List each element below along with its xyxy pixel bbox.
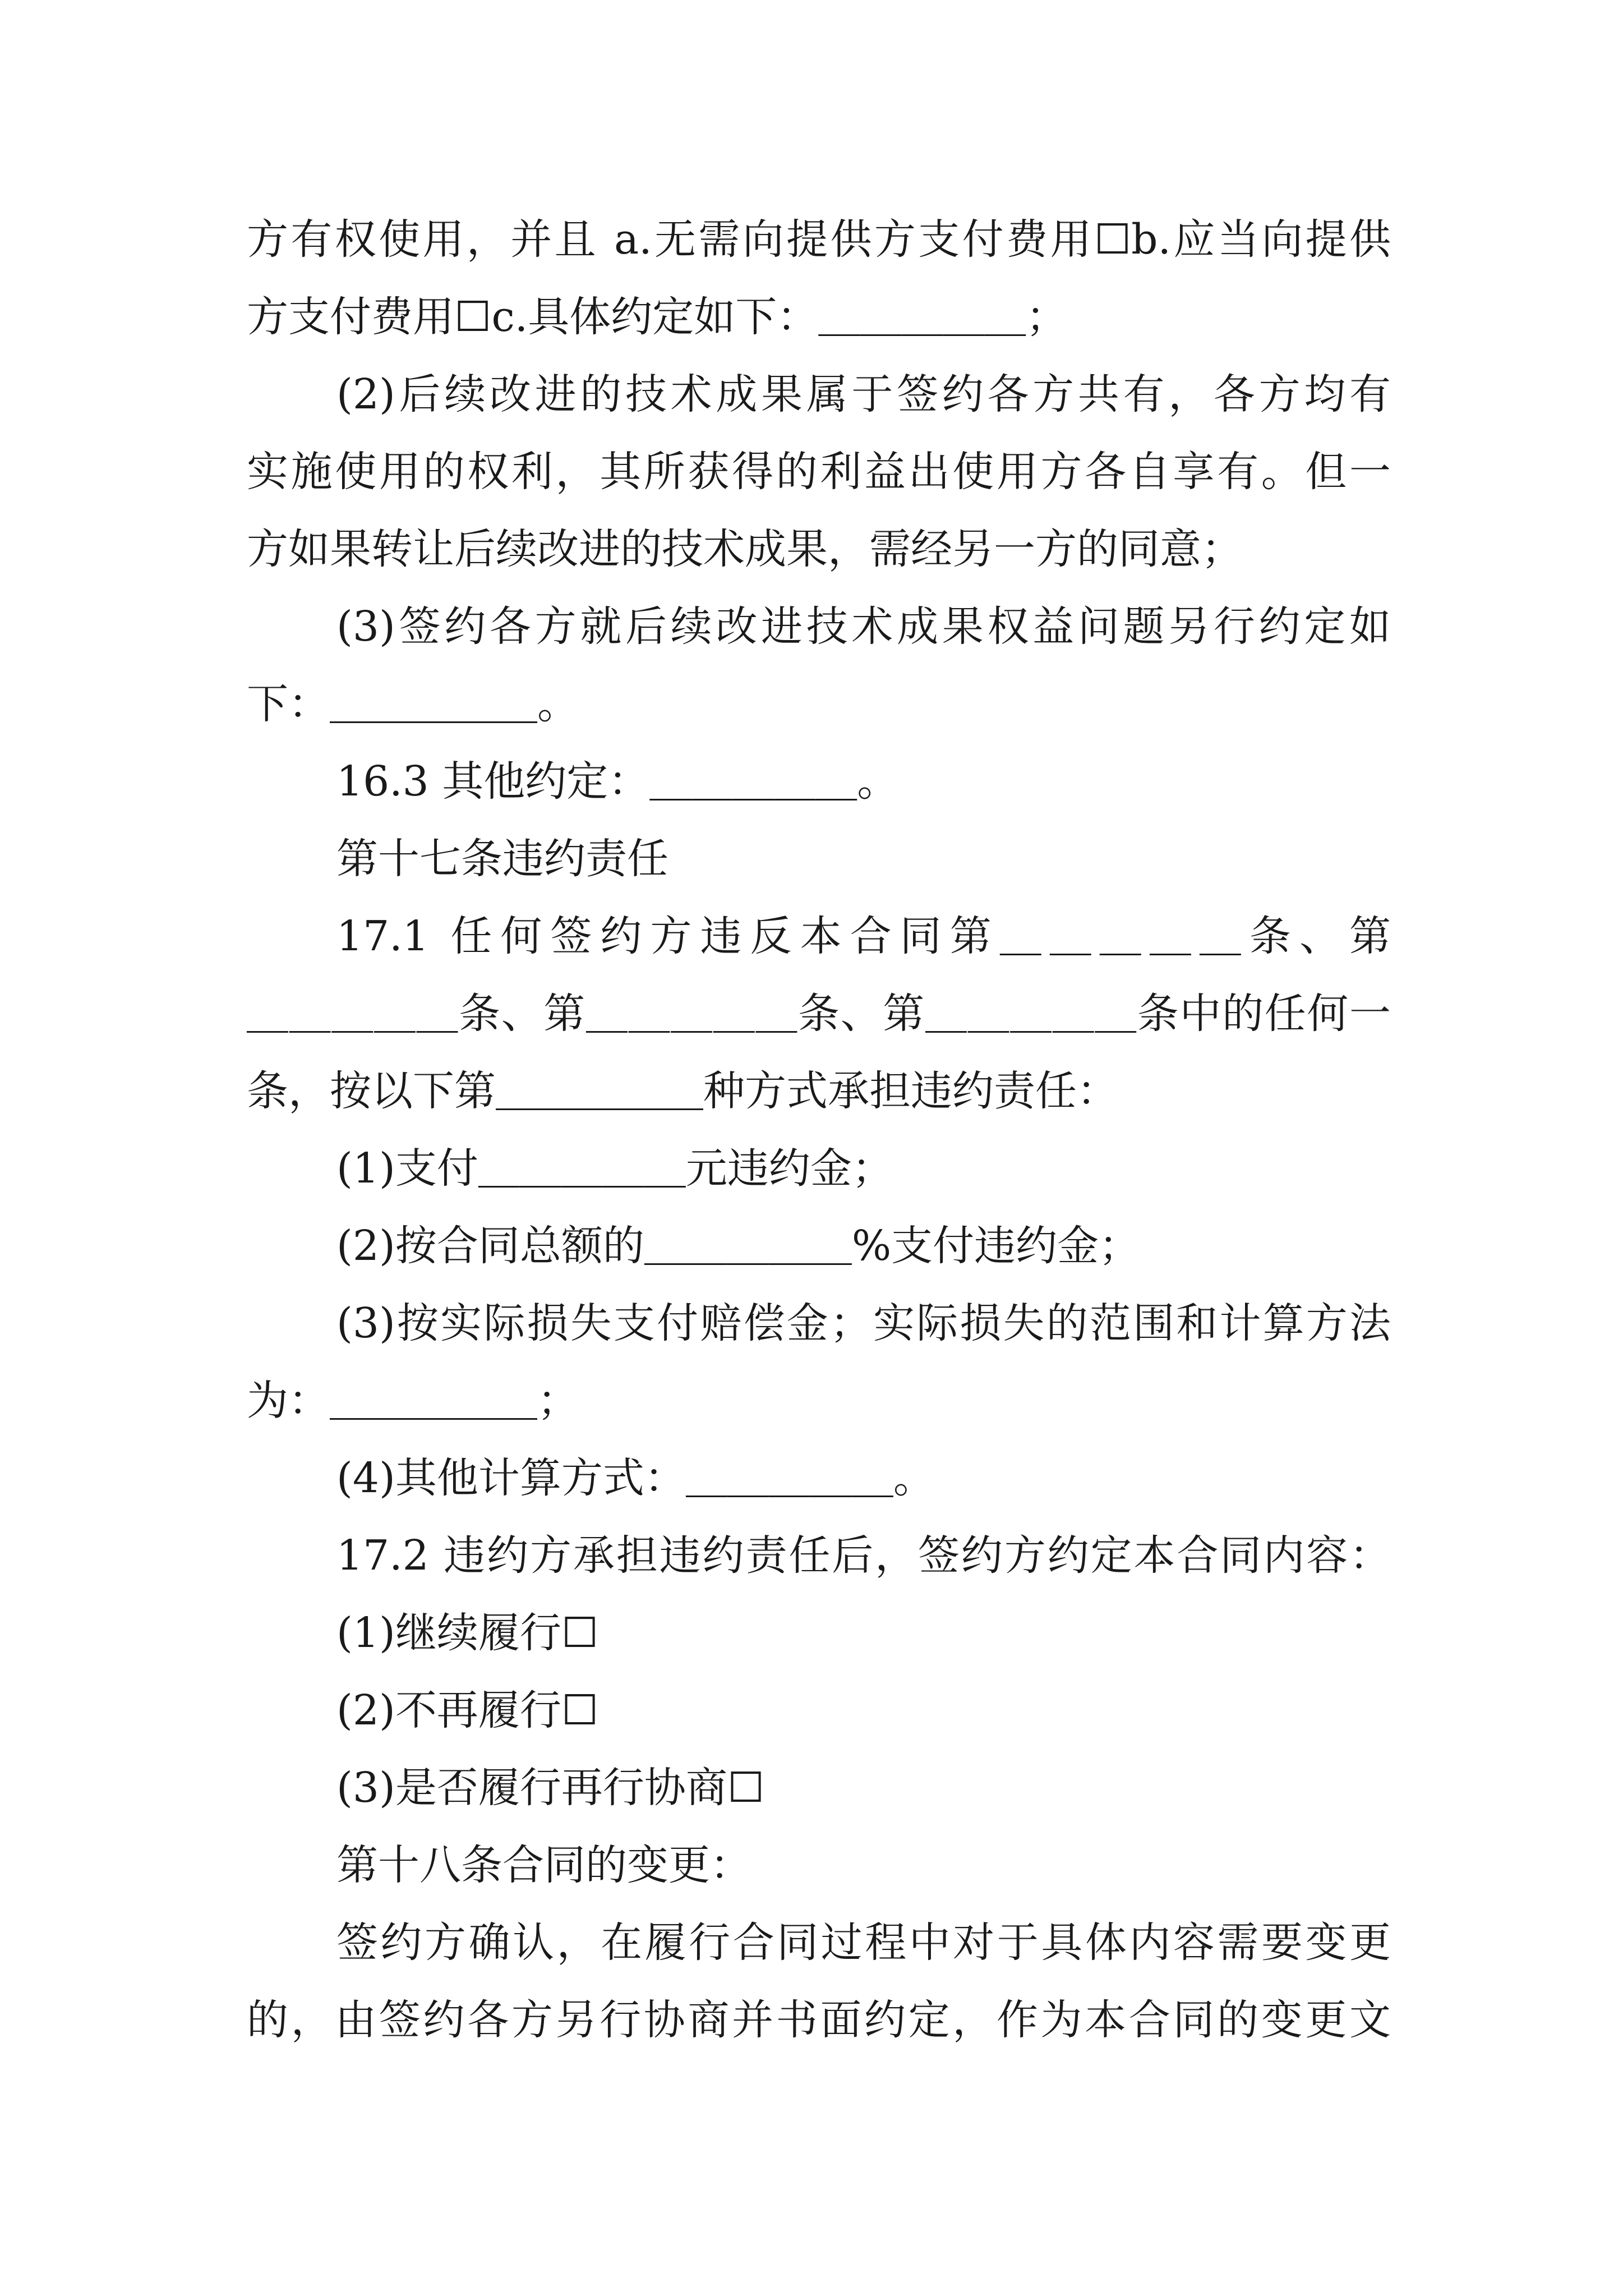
text-line-2: 方支付费用☐c.具体约定如下：＿＿＿＿＿； xyxy=(247,293,1068,341)
text-line-23: 签约方确认，在履行合同过程中对于具体内容需要变更 xyxy=(336,1918,1391,1967)
text-line-24: 的，由签约各方另行协商并书面约定，作为本合同的变更文 xyxy=(247,1996,1391,2044)
text-line-12: 条，按以下第＿＿＿＿＿种方式承担违约责任： xyxy=(247,1067,1118,1115)
section-heading-18: 第十八条合同的变更： xyxy=(336,1841,751,1889)
text-line-6: (3)签约各方就后续改进技术成果权益问题另行约定如 xyxy=(336,602,1391,651)
text-line-11: ＿＿＿＿＿条、第＿＿＿＿＿条、第＿＿＿＿＿条中的任何一 xyxy=(247,990,1391,1038)
text-line-8: 16.3 其他约定：＿＿＿＿＿。 xyxy=(336,757,899,806)
text-line-21: (3)是否履行再行协商☐ xyxy=(336,1764,765,1812)
text-line-16: 为：＿＿＿＿＿； xyxy=(247,1377,579,1425)
section-heading-17: 第十七条违约责任 xyxy=(336,835,668,883)
text-line-7: 下：＿＿＿＿＿。 xyxy=(247,680,579,728)
text-line-10: 17.1 任何签约方违反本合同第＿＿＿＿＿条、第 xyxy=(336,912,1391,960)
text-line-20: (2)不再履行☐ xyxy=(336,1686,599,1734)
text-line-19: (1)继续履行☐ xyxy=(336,1609,599,1657)
text-line-18: 17.2 违约方承担违约责任后，签约方约定本合同内容： xyxy=(336,1531,1391,1580)
text-line-5: 方如果转让后续改进的技术成果，需经另一方的同意； xyxy=(247,525,1243,573)
text-line-14: (2)按合同总额的＿＿＿＿＿%支付违约金； xyxy=(336,1222,1141,1270)
text-line-13: (1)支付＿＿＿＿＿元违约金； xyxy=(336,1144,893,1193)
text-line-1: 方有权使用，并且 a.无需向提供方支付费用☐b.应当向提供 xyxy=(247,215,1391,264)
text-line-4: 实施使用的权利，其所获得的利益出使用方各自享有。但一 xyxy=(247,448,1391,496)
text-line-3: (2)后续改进的技术成果属于签约各方共有，各方均有 xyxy=(336,370,1391,418)
text-line-17: (4)其他计算方式：＿＿＿＿＿。 xyxy=(336,1454,935,1502)
text-line-15: (3)按实际损失支付赔偿金；实际损失的范围和计算方法 xyxy=(336,1299,1391,1347)
